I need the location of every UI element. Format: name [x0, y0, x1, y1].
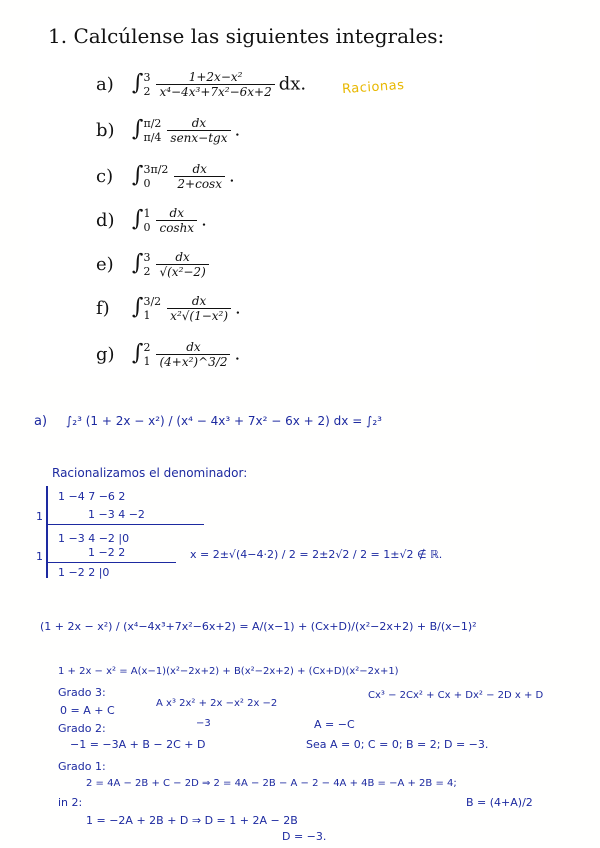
item-tail: . — [234, 119, 241, 141]
item-label: d) — [96, 209, 115, 231]
upper-limit: 3/2 — [143, 294, 162, 308]
integral-limits — [143, 295, 161, 323]
item-tail: . — [234, 343, 241, 365]
integral-item — [96, 340, 240, 369]
degree-3-label: Grado 3: — [58, 686, 106, 699]
upper-limit: 3π/2 — [143, 162, 169, 176]
ruffini-row-4: 1 −2 2 — [88, 546, 126, 559]
integrand-fraction — [156, 70, 274, 99]
degree-2-equation: −1 = −3A + B − 2C + D — [70, 738, 206, 751]
item-label: g) — [96, 343, 115, 365]
denominator: (4+x²)^3/2 — [159, 355, 228, 369]
integrand-fraction — [156, 340, 230, 369]
lower-limit: 1 — [143, 308, 151, 322]
independent-term-label: in 2: — [58, 796, 83, 809]
integral-item — [96, 206, 207, 235]
integral-sign: ∫ — [132, 250, 144, 276]
a-equals-minus-c: A = −C — [314, 718, 355, 731]
independent-term-equation: 1 = −2A + 2B + D ⇒ D = 1 + 2A − 2B — [86, 814, 298, 827]
denominator: 2+cosx — [177, 177, 222, 191]
solution-label-a: a) — [34, 414, 48, 429]
numerator: 1+2x−x² — [156, 70, 274, 85]
ruffini-row-3: 1 −3 4 −2 |0 — [58, 532, 130, 545]
integral-sign: ∫ — [132, 70, 144, 96]
item-tail: . — [228, 165, 235, 187]
integral-limits — [143, 341, 150, 369]
denominator: x⁴−4x³+7x²−6x+2 — [159, 85, 272, 99]
degree-2-label: Grado 2: — [58, 722, 106, 735]
lower-limit: 0 — [143, 176, 151, 190]
numerator: dx — [174, 162, 225, 177]
integral-limits — [143, 251, 150, 279]
upper-limit: π/2 — [143, 116, 162, 130]
lower-limit: 2 — [143, 264, 151, 278]
quadratic-roots: x = 2±√(4−4·2) / 2 = 2±2√2 / 2 = 1±√2 ∉ ℝ. — [190, 548, 443, 561]
denominator: senx−tgx — [170, 131, 228, 145]
denominator: coshx — [159, 221, 195, 235]
integral-item — [96, 294, 241, 323]
identity-equation: 1 + 2x − x² = A(x−1)(x²−2x+2) + B(x²−2x+2) + (Cx+D)(x²−2x+1) — [58, 666, 399, 677]
d-final-value: D = −3. — [282, 830, 327, 843]
degree-3-equation: 0 = A + C — [60, 704, 115, 717]
b-expression: B = (4+A)/2 — [466, 796, 533, 809]
minus-three-note: −3 — [196, 718, 211, 729]
integral-limits — [143, 207, 150, 235]
item-label: b) — [96, 119, 115, 141]
denominator: √(x²−2) — [159, 265, 206, 279]
upper-limit: 1 — [143, 206, 151, 220]
integral-sign: ∫ — [132, 206, 144, 232]
numerator: dx — [156, 340, 230, 355]
integrand-fraction — [174, 162, 225, 191]
numerator: dx — [167, 116, 230, 131]
denominator: x²√(1−x²) — [170, 309, 229, 323]
integral-sign: ∫ — [132, 340, 144, 366]
solution-integral: ∫₂³ (1 + 2x − x²) / (x⁴ − 4x³ + 7x² − 6x + 2) dx = ∫₂³ — [66, 414, 382, 428]
item-label: c) — [96, 165, 114, 187]
lower-limit: π/4 — [143, 130, 162, 144]
numerator: dx — [156, 206, 197, 221]
integral-item — [96, 70, 306, 99]
integral-item — [96, 162, 235, 191]
ruffini-line-2 — [46, 562, 176, 563]
integral-limits — [143, 71, 150, 99]
degree-1-label: Grado 1: — [58, 760, 106, 773]
lower-limit: 0 — [143, 220, 151, 234]
item-tail: . — [235, 297, 241, 319]
item-tail: dx. — [278, 73, 307, 95]
exercise-heading: 1. Calcúlense las siguientes integrales: — [48, 24, 445, 48]
integrand-fraction — [167, 294, 231, 323]
numerator: dx — [167, 294, 231, 309]
ruffini-root-2: 1 — [36, 550, 43, 563]
item-tail: . — [201, 209, 207, 231]
integrand-fraction — [167, 116, 230, 145]
ruffini-vertical-line — [46, 486, 48, 578]
ruffini-row-1: 1 −4 7 −6 2 — [58, 490, 126, 503]
integral-sign: ∫ — [132, 294, 144, 320]
cubic-expansion-note: Cx³ − 2Cx² + Cx + Dx² − 2D x + D — [368, 690, 544, 701]
lower-limit: 1 — [143, 354, 151, 368]
item-label: a) — [96, 73, 114, 95]
integral-sign: ∫ — [132, 162, 144, 188]
handwritten-annotation: Racionas — [341, 77, 405, 98]
item-label: e) — [96, 253, 114, 275]
degree-1-equation: 2 = 4A − 2B + C − 2D ⇒ 2 = 4A − 2B − A − 2 − 4A + 4B = −A + 2B = 4; — [86, 778, 457, 789]
rationalize-heading: Racionalizamos el denominador: — [52, 466, 248, 480]
upper-limit: 2 — [143, 340, 151, 354]
ruffini-row-5: 1 −2 2 |0 — [58, 566, 110, 579]
item-label: f) — [96, 297, 110, 319]
integral-item — [96, 250, 213, 279]
numerator: dx — [156, 250, 208, 265]
ruffini-line-1 — [46, 524, 204, 525]
integrand-fraction — [156, 250, 208, 279]
upper-limit: 3 — [143, 250, 151, 264]
upper-limit: 3 — [143, 70, 151, 84]
degree-3-note: A x³ 2x² + 2x −x² 2x −2 — [156, 698, 278, 709]
solution-values: Sea A = 0; C = 0; B = 2; D = −3. — [306, 738, 489, 751]
integral-item — [96, 116, 240, 145]
integral-limits — [143, 117, 161, 145]
integral-sign: ∫ — [132, 116, 144, 142]
ruffini-root-1: 1 — [36, 510, 43, 523]
lower-limit: 2 — [143, 84, 151, 98]
ruffini-row-2: 1 −3 4 −2 — [88, 508, 145, 521]
integrand-fraction — [156, 206, 197, 235]
integral-limits — [143, 163, 168, 191]
partial-fractions: (1 + 2x − x²) / (x⁴−4x³+7x²−6x+2) = A/(x−1) + (Cx+D)/(x²−2x+2) + B/(x−1)² — [40, 620, 477, 633]
